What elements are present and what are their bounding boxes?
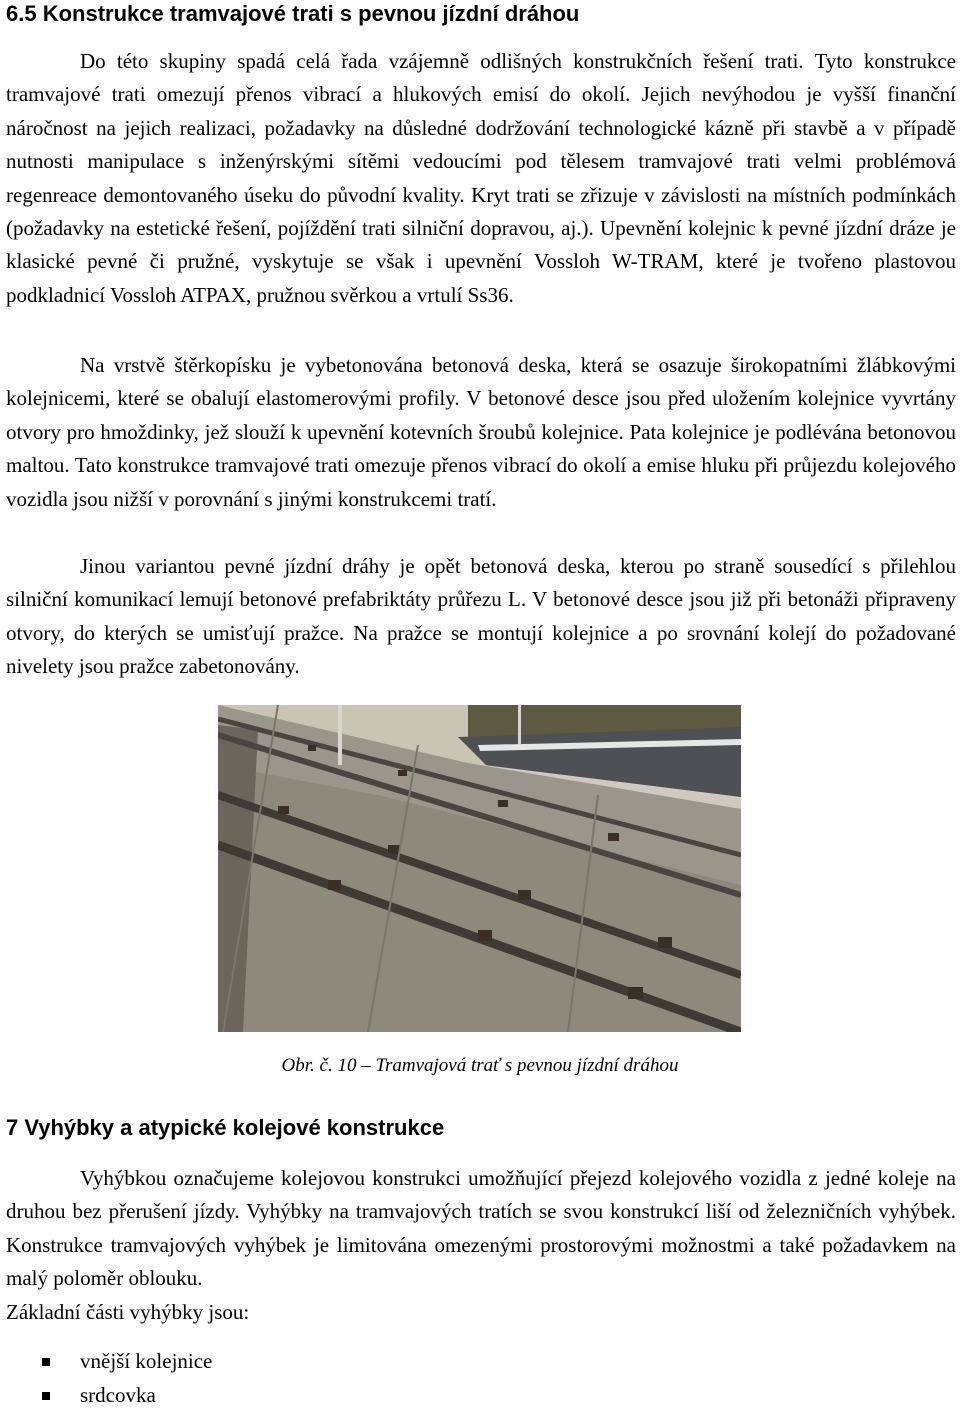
list-item: [42, 1344, 212, 1378]
bullet-square-icon: [42, 1358, 50, 1366]
tram-track-photo: [218, 705, 741, 1032]
figure-caption: Obr. č. 10 – Tramvajová trať s pevnou jízdní dráhou: [281, 1055, 679, 1076]
pole: [518, 705, 521, 745]
list-intro: Základní části vyhýbky jsou:: [6, 1300, 250, 1324]
section-heading-7: 7 Vyhýbky a atypické kolejové konstrukce: [6, 1115, 445, 1140]
parts-list: [42, 1344, 212, 1412]
section-heading-6-5: 6.5 Konstrukce tramvajové trati s pevnou jízdní dráhou: [6, 1, 580, 26]
tram-track-illustration: [218, 705, 741, 1032]
list-item-text: vnější kolejnice: [80, 1349, 213, 1373]
paragraph: Do této skupiny spadá celá řada vzájemně odlišných konstrukčních řešení trati. Tyto konstrukce tramvajové trati omezují přenos vibrací a hlukových emisí do okolí. Jejich nevýhodou je vyšší finanční náročnost na jejich realizaci, požadavky na důsledné dodržování technologické kázně při stavbě a v případě nutnosti manipulace s inženýrskými sítěmi vedoucími pod tělesem tramvajové trati velmi problémová regenreace demontovaného úseku do původní kvality. Kryt trati se zřizuje v závislosti na místních podmínkách (požadavky na estetické řešení, pojíždění trati silniční dopravou, aj.). Upevnění kolejnic k pevné jízdní dráze je klasické pevné či pružné, vyskytuje se však i upevnění Vossloh W-TRAM, které je tvořeno plastovou podkladnicí Vossloh ATPAX, pružnou svěrkou a vrtulí Ss36.: [6, 49, 956, 307]
list-item: [42, 1378, 212, 1412]
paragraph: Jinou variantou pevné jízdní dráhy je opět betonová deska, kterou po straně sousedící s přilehlou silniční komunikací lemují betonové prefabriktáty průřezu L. V betonové desce jsou již při betonáži připraveny otvory, do kterých se umisťují pražce. Na pražce se montují kolejnice a po srovnání kolejí do požadované nivelety jsou pražce zabetonovány.: [6, 554, 956, 679]
pole: [338, 705, 342, 765]
list-item-text: srdcovka: [80, 1383, 156, 1407]
paragraph: Na vrstvě štěrkopísku je vybetonována betonová deska, která se osazuje širokopatními žlábkovými kolejnicemi, které se obalují elastomerovými profily. V betonové desce jsou před uložením kolejnice vyvrtány otvory pro hmoždinky, jež slouží k upevnění kotevních šroubů kolejnice. Pata kolejnice je podlévána betonovou maltou. Tato konstrukce tramvajové trati omezuje přenos vibrací do okolí a emise hluku při průjezdu kolejového vozidla jsou nižší v porovnání s jinými konstrukcemi tratí.: [6, 353, 956, 511]
paragraph: Vyhýbkou označujeme kolejovou konstrukci umožňující přejezd kolejového vozidla z jedné koleje na druhou bez přerušení jízdy. Vyhýbky na tramvajových tratích se svou konstrukcí liší od železničních vyhýbek. Konstrukce tramvajových vyhýbek je limitována omezenými prostorovými možnostmi a také požadavkem na malý poloměr oblouku.: [6, 1166, 956, 1291]
bullet-square-icon: [42, 1392, 50, 1400]
